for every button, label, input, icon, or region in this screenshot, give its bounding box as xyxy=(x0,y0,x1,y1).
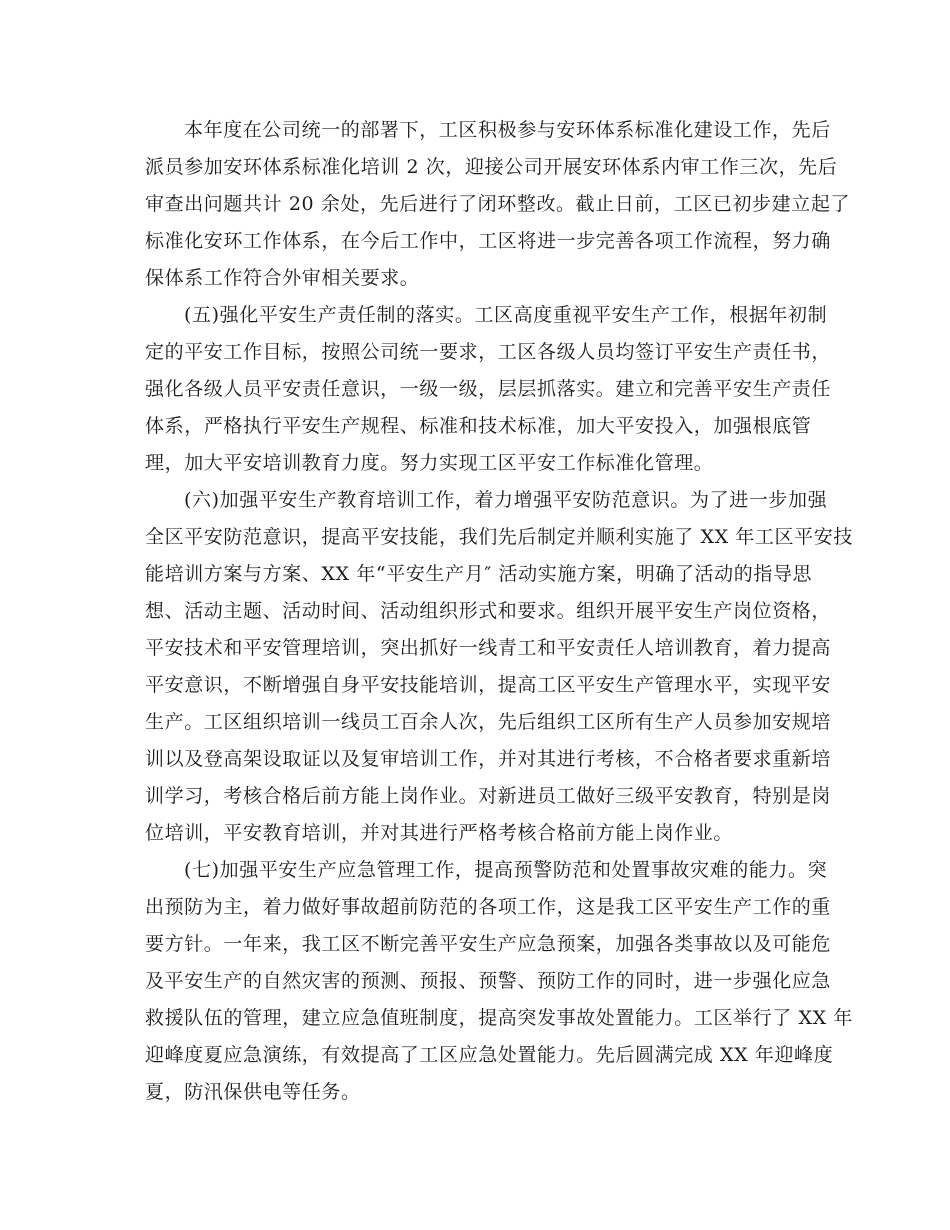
paragraph-line: 位培训，平安教育培训，并对其进行严格考核合格前方能上岗作业。 xyxy=(145,822,734,844)
paragraph-line: 能培训方案与方案、XX 年“平安生产月″ 活动实施方案，明确了活动的指导思 xyxy=(145,563,813,585)
paragraph-line: 本年度在公司统一的部署下，工区积极参与安环体系标准化建设工作，先后 xyxy=(184,119,831,141)
paragraph-line: 平安技术和平安管理培训，突出抓好一线青工和平安责任人培训教育，着力提高 xyxy=(145,637,832,659)
paragraph-line: 理，加大平安培训教育力度。努力实现工区平安工作标准化管理。 xyxy=(145,452,714,474)
paragraph-line: 夏，防汛保供电等任务。 xyxy=(145,1081,361,1103)
paragraph-line: 体系，严格执行平安生产规程、标准和技术标准，加大平安投入，加强根底管 xyxy=(145,415,812,437)
paragraph-line: 平安意识，不断增强自身平安技能培训，提高工区平安生产管理水平，实现平安 xyxy=(145,674,832,696)
paragraph-line: 救援队伍的管理，建立应急值班制度，提高突发事故处置能力。工区举行了 XX 年 xyxy=(145,1007,853,1029)
paragraph-line: 迎峰度夏应急演练，有效提高了工区应急处置能力。先后圆满完成 XX 年迎峰度 xyxy=(145,1044,834,1066)
paragraph-line: 训学习，考核合格后前方能上岗作业。对新进员工做好三级平安教育，特别是岗 xyxy=(145,785,832,807)
paragraph-line: 训以及登高架设取证以及复审培训工作，并对其进行考核，不合格者要求重新培 xyxy=(145,748,832,770)
paragraph-line: (五)强化平安生产责任制的落实。工区高度重视平安生产工作，根据年初制 xyxy=(184,304,828,326)
paragraph-line: 生产。工区组织培训一线员工百余人次，先后组织工区所有生产人员参加安规培 xyxy=(145,711,832,733)
paragraph-line: 全区平安防范意识，提高平安技能，我们先后制定并顺利实施了 XX 年工区平安技 xyxy=(145,526,853,548)
paragraph-line: 及平安生产的自然灾害的预测、预报、预警、预防工作的同时，进一步强化应急 xyxy=(145,970,832,992)
paragraph-line: (七)加强平安生产应急管理工作，提高预警防范和处置事故灾难的能力。突 xyxy=(184,859,828,881)
paragraph-line: 出预防为主，着力做好事故超前防范的各项工作，这是我工区平安生产工作的重 xyxy=(145,896,832,918)
paragraph-line: 强化各级人员平安责任意识，一级一级，层层抓落实。建立和完善平安生产责任 xyxy=(145,378,832,400)
paragraph-line: 要方针。一年来，我工区不断完善平安生产应急预案，加强各类事故以及可能危 xyxy=(145,933,832,955)
paragraph-line: 定的平安工作目标，按照公司统一要求，工区各级人员均签订平安生产责任书， xyxy=(145,341,832,363)
paragraph-line: 派员参加安环体系标准化培训 2 次，迎接公司开展安环体系内审工作三次，先后 xyxy=(145,156,838,178)
paragraph-line: 审查出问题共计 20 余处，先后进行了闭环整改。截止日前，工区已初步建立起了 xyxy=(145,193,851,215)
paragraph-line: 标准化安环工作体系，在今后工作中，工区将进一步完善各项工作流程，努力确 xyxy=(145,230,832,252)
paragraph-line: (六)加强平安生产教育培训工作，着力增强平安防范意识。为了进一步加强 xyxy=(184,489,828,511)
paragraph-line: 想、活动主题、活动时间、活动组织形式和要求。组织开展平安生产岗位资格， xyxy=(145,600,832,622)
paragraph-line: 保体系工作符合外审相关要求。 xyxy=(145,267,420,289)
